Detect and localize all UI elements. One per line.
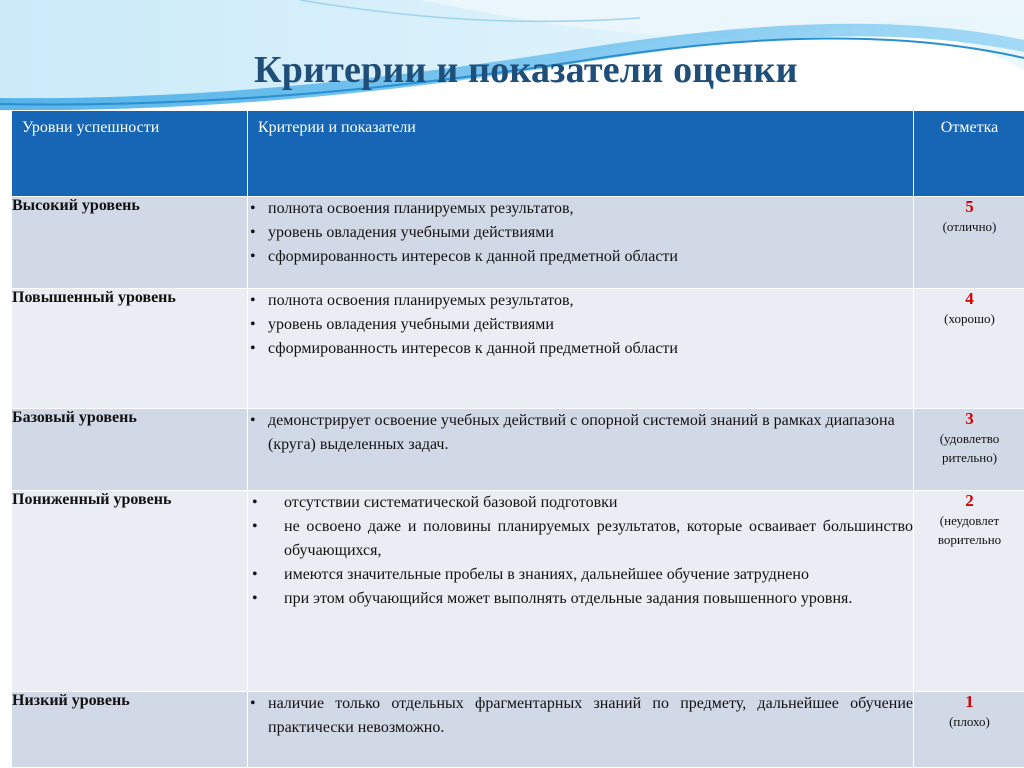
page-title: Критерии и показатели оценки bbox=[254, 48, 798, 92]
list-item: • уровень овладения учебными действиями bbox=[248, 313, 913, 337]
table-row bbox=[12, 692, 1024, 768]
list-item: • при этом обучающийся может выполнять отдельные задания повышенного уровня. bbox=[248, 587, 913, 611]
list-item: • сформированность интересов к данной предметной области bbox=[248, 337, 913, 361]
header-criteria: Критерии и показатели bbox=[248, 111, 914, 197]
mark-cell bbox=[914, 692, 1024, 768]
level-name: Низкий уровень bbox=[12, 692, 248, 768]
criteria-cell bbox=[248, 409, 914, 491]
list-item: • демонстрирует освоение учебных действий с опорной системой знаний в рамках диапазона (круга) выделенных задач. bbox=[248, 409, 913, 457]
grade-value: 2 bbox=[914, 491, 1024, 511]
criteria-table bbox=[11, 110, 1024, 768]
grade-label: (удовлетво рительно) bbox=[940, 431, 1000, 465]
list-item: • имеются значительные пробелы в знаниях, дальнейшее обучение затруднено bbox=[248, 563, 913, 587]
header-levels: Уровни успешности bbox=[12, 111, 248, 197]
mark-cell bbox=[914, 491, 1024, 692]
list-item: • сформированность интересов к данной предметной области bbox=[248, 245, 913, 269]
level-name: Повышенный уровень bbox=[12, 289, 248, 409]
list-item: • отсутствии систематической базовой подготовки bbox=[248, 491, 913, 515]
list-item: • уровень овладения учебными действиями bbox=[248, 221, 913, 245]
criteria-cell bbox=[248, 289, 914, 409]
level-name: Базовый уровень bbox=[12, 409, 248, 491]
list-item: • не освоено даже и половины планируемых результатов, которые осваивает большинство обучающихся, bbox=[248, 515, 913, 563]
grade-label: (хорошо) bbox=[944, 311, 995, 326]
mark-cell bbox=[914, 197, 1024, 289]
grade-label: (отлично) bbox=[943, 219, 997, 234]
criteria-list bbox=[248, 692, 913, 740]
criteria-cell bbox=[248, 491, 914, 692]
level-name: Пониженный уровень bbox=[12, 491, 248, 692]
grade-label: (неудовлет ворительно bbox=[938, 513, 1001, 547]
criteria-list bbox=[248, 491, 913, 611]
criteria-list bbox=[248, 289, 913, 361]
criteria-cell bbox=[248, 692, 914, 768]
table-row bbox=[12, 289, 1024, 409]
grade-value: 1 bbox=[914, 692, 1024, 712]
mark-cell bbox=[914, 409, 1024, 491]
grade-value: 4 bbox=[914, 289, 1024, 309]
table-row bbox=[12, 491, 1024, 692]
grade-value: 5 bbox=[914, 197, 1024, 217]
grade-label: (плохо) bbox=[949, 714, 990, 729]
list-item: • наличие только отдельных фрагментарных знаний по предмету, дальнейшее обучение практически невозможно. bbox=[248, 692, 913, 740]
criteria-list bbox=[248, 409, 913, 457]
criteria-list bbox=[248, 197, 913, 269]
grade-value: 3 bbox=[914, 409, 1024, 429]
header-mark: Отметка bbox=[914, 111, 1024, 197]
criteria-cell bbox=[248, 197, 914, 289]
list-item: • полнота освоения планируемых результатов, bbox=[248, 197, 913, 221]
table-row bbox=[12, 197, 1024, 289]
table-header-row bbox=[12, 111, 1024, 197]
table-row bbox=[12, 409, 1024, 491]
level-name: Высокий уровень bbox=[12, 197, 248, 289]
mark-cell bbox=[914, 289, 1024, 409]
list-item: • полнота освоения планируемых результатов, bbox=[248, 289, 913, 313]
